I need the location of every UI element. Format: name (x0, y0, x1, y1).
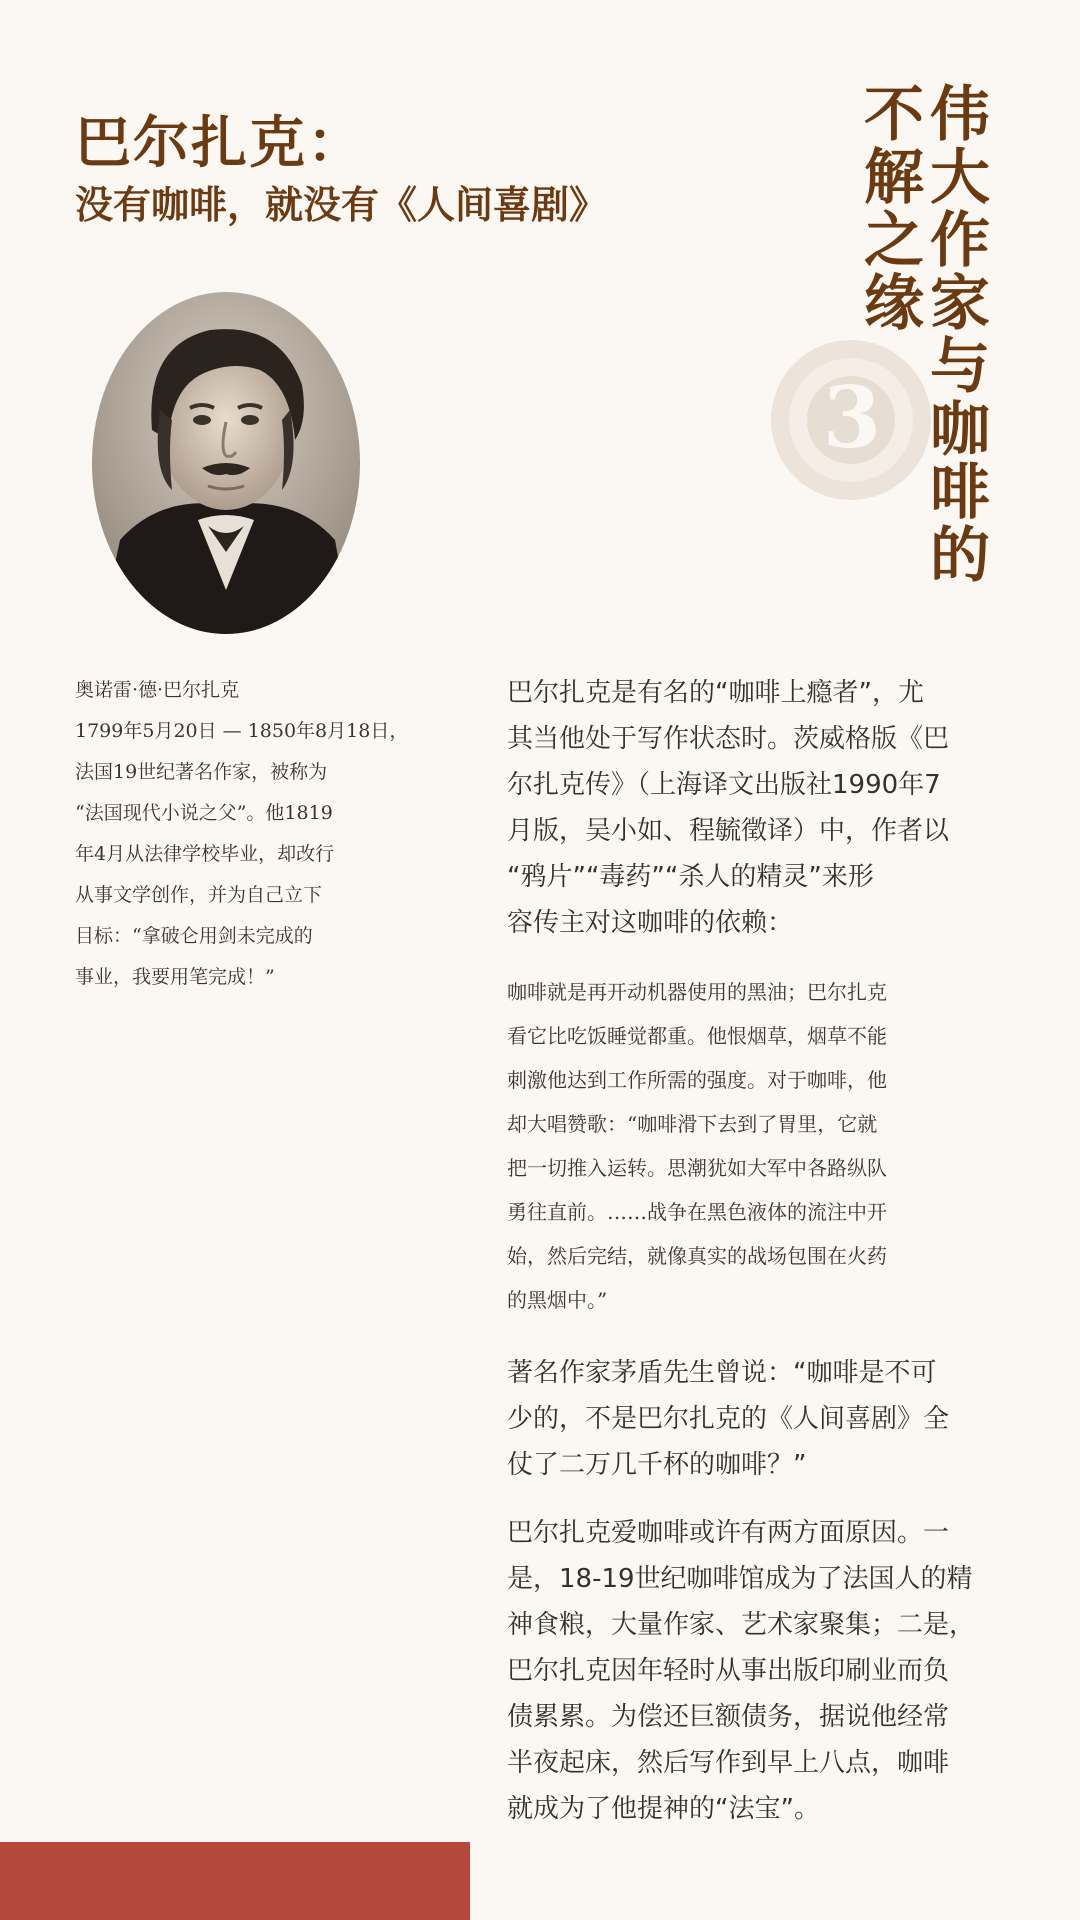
paragraph-line: 巴尔扎克因年轻时从事出版印刷业而负 (507, 1656, 950, 1686)
paragraph-line: 债累累。为偿还巨额债务，据说他经常 (507, 1702, 950, 1732)
paragraph-line: 巴尔扎克是有名的“咖啡上瘾者”，尤 (507, 678, 924, 708)
paragraph-line: 是，18-19世纪咖啡馆成为了法国人的精 (507, 1564, 973, 1594)
badge-number: 3 (822, 368, 882, 467)
paragraph-line: 少的，不是巴尔扎克的《人间喜剧》全 (507, 1404, 950, 1434)
vertical-title-left: 不解之缘 (854, 82, 924, 334)
paragraph-line: 著名作家茅盾先生曾说：“咖啡是不可 (507, 1358, 937, 1388)
paragraph-line: 其当他处于写作状态时。茨威格版《巴 (507, 724, 950, 754)
caption-line: 从事文学创作，并为自己立下 (75, 884, 323, 906)
paragraph-line: 月版，吴小如、程毓徵译）中，作者以 (507, 816, 950, 846)
reasons-paragraph (507, 1510, 982, 1832)
paragraph-line: 勇往直前。……战争在黑色液体的流注中开 (507, 1200, 887, 1224)
paragraph-line: 看它比吃饭睡觉都重。他恨烟草，烟草不能 (507, 1024, 887, 1048)
caption-line: 事业，我要用笔完成！” (75, 966, 275, 988)
paragraph-line: 半夜起床，然后写作到早上八点，咖啡 (507, 1748, 950, 1778)
paragraph-line: 咖啡就是再开动机器使用的黑油；巴尔扎克 (507, 980, 887, 1004)
paragraph-line: 始，然后完结，就像真实的战场包围在火药 (507, 1244, 887, 1268)
paragraph-line: 容传主对这咖啡的依赖： (507, 908, 794, 938)
caption-line: 法国19世纪著名作家，被称为 (75, 761, 328, 783)
paragraph-line: 仗了二万几千杯的咖啡？” (507, 1450, 807, 1480)
paragraph-line: 的黑烟中。” (507, 1288, 608, 1312)
caption-line: “法国现代小说之父”。他1819 (75, 802, 333, 824)
bottom-accent-bar (0, 1842, 470, 1920)
maodun-paragraph (507, 1350, 982, 1488)
caption-line: 1799年5月20日 — 1850年8月18日， (75, 720, 409, 742)
paragraph-line: 巴尔扎克爱咖啡或许有两方面原因。一 (507, 1518, 950, 1548)
paragraph-line: 神食粮，大量作家、艺术家聚集；二是， (507, 1610, 976, 1640)
caption-line: 奥诺雷·德·巴尔扎克 (75, 679, 240, 701)
paragraph-line: “鸦片”“毒药”“杀人的精灵”来形 (507, 862, 874, 892)
vertical-title-right: 伟大作家与咖啡的 (920, 82, 990, 586)
portrait-caption (75, 670, 409, 998)
paragraph-line: 刺激他达到工作所需的强度。对于咖啡，他 (507, 1068, 887, 1092)
page-title: 巴尔扎克： (75, 111, 365, 176)
paragraph-line: 却大唱赞歌：“咖啡滑下去到了胃里，它就 (507, 1112, 878, 1136)
caption-line: 年4月从法律学校毕业，却改行 (75, 843, 335, 865)
caption-line: 目标：“拿破仑用剑未完成的 (75, 925, 313, 947)
quote-paragraph (507, 970, 982, 1322)
paragraph-line: 尔扎克传》（上海译文出版社1990年7 (507, 770, 941, 800)
page-subtitle: 没有咖啡，就没有《人间喜剧》 (75, 183, 608, 227)
balzac-portrait (90, 290, 362, 636)
intro-paragraph (507, 670, 982, 946)
paragraph-line: 就成为了他提神的“法宝”。 (507, 1794, 820, 1824)
paragraph-line: 把一切推入运转。思潮犹如大军中各路纵队 (507, 1156, 887, 1180)
